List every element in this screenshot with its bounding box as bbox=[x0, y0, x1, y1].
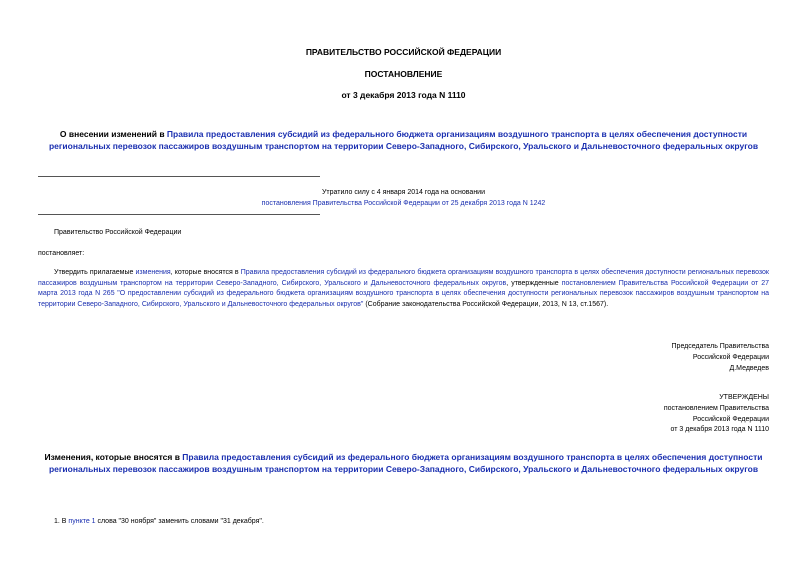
rules-link-body[interactable]: Правила предоставления субсидий из федерального бюджета организациям воздушного транспорта в целях обеспечения доступности региональных перевозок пассажиров воздушным транспортом на территории Северо-Западного, Сибирского, Уральского и Дальневосточного федеральных округов bbox=[38, 269, 769, 287]
change-item-1 bbox=[54, 517, 264, 528]
signature-block bbox=[672, 342, 769, 374]
rules-link[interactable]: Правила предоставления субсидий из федерального бюджета организациям воздушного транспорта в целях обеспечения доступности региональных перевозок пассажиров воздушным транспортом на территории Северо-Западного, Сибирского, Уральского и Дальневосточного федеральных округов bbox=[48, 129, 759, 151]
para-start: Утвердить прилагаемые bbox=[54, 269, 136, 276]
signature-line-1: Председатель Правительства bbox=[671, 343, 769, 350]
changes-rules-link[interactable]: Правила предоставления субсидий из федерального бюджета организациям воздушного транспорта в целях обеспечения доступности региональных перевозок пассажиров воздушным транспортом на территории Северо-Западного, Сибирского, Уральского и Дальневосточного федеральных округов bbox=[48, 452, 763, 474]
changes-title-prefix: Изменения, которые вносятся в bbox=[44, 452, 183, 462]
resolution-paragraph bbox=[38, 268, 769, 310]
changes-link[interactable]: изменения bbox=[135, 269, 171, 276]
signature-line-2: Российской Федерации bbox=[692, 353, 769, 361]
item1-start: 1. В bbox=[54, 518, 69, 525]
body-government: Правительство Российской Федерации bbox=[54, 229, 182, 236]
para-mid2: , утвержденные bbox=[506, 279, 562, 287]
divider-bottom bbox=[38, 214, 320, 215]
document-title bbox=[40, 129, 767, 152]
validity-note: Утратило силу с 4 января 2014 года на основании bbox=[321, 189, 486, 196]
document-type-heading: ПОСТАНОВЛЕНИЕ bbox=[364, 69, 443, 79]
clause-1-link[interactable]: пункте 1 bbox=[68, 518, 96, 525]
changes-title bbox=[40, 452, 767, 475]
approval-line-2: постановлением Правительства bbox=[663, 404, 769, 412]
document-date-number: от 3 декабря 2013 года N 1110 bbox=[341, 90, 466, 100]
approval-line-1: УТВЕРЖДЕНЫ bbox=[719, 394, 769, 401]
para-end: (Собрание законодательства Российской Федерации, 2013, N 13, ст.1567). bbox=[363, 300, 609, 308]
government-heading: ПРАВИТЕЛЬСТВО РОССИЙСКОЙ ФЕДЕРАЦИИ bbox=[305, 47, 502, 57]
approval-block bbox=[664, 393, 769, 436]
para-mid1: , которые вносятся в bbox=[170, 269, 241, 276]
approval-line-3: Российской Федерации bbox=[692, 415, 769, 423]
resolution-265-link[interactable]: постановлением Правительства Российской Федерации от 27 марта 2013 года N 265 "О предоставлении субсидий из федерального бюджета организациям воздушного транспорта в целях обеспечения доступности региональных перевозок пассажиров воздушным транспортом на территории Северо-Западного, Сибирского, Уральского и Дальневосточного федеральных округов" bbox=[38, 279, 769, 308]
divider-top bbox=[38, 176, 320, 177]
approval-line-4: от 3 декабря 2013 года N 1110 bbox=[670, 426, 769, 434]
body-resolves: постановляет: bbox=[38, 250, 85, 257]
repeal-resolution-link[interactable]: постановления Правительства Российской Федерации от 25 декабря 2013 года N 1242 bbox=[261, 200, 546, 207]
item1-end: слова "30 ноября" заменить словами "31 декабря". bbox=[95, 518, 264, 525]
signature-line-3: Д.Медведев bbox=[729, 364, 769, 372]
document-title-prefix: О внесении изменений в bbox=[59, 129, 167, 139]
